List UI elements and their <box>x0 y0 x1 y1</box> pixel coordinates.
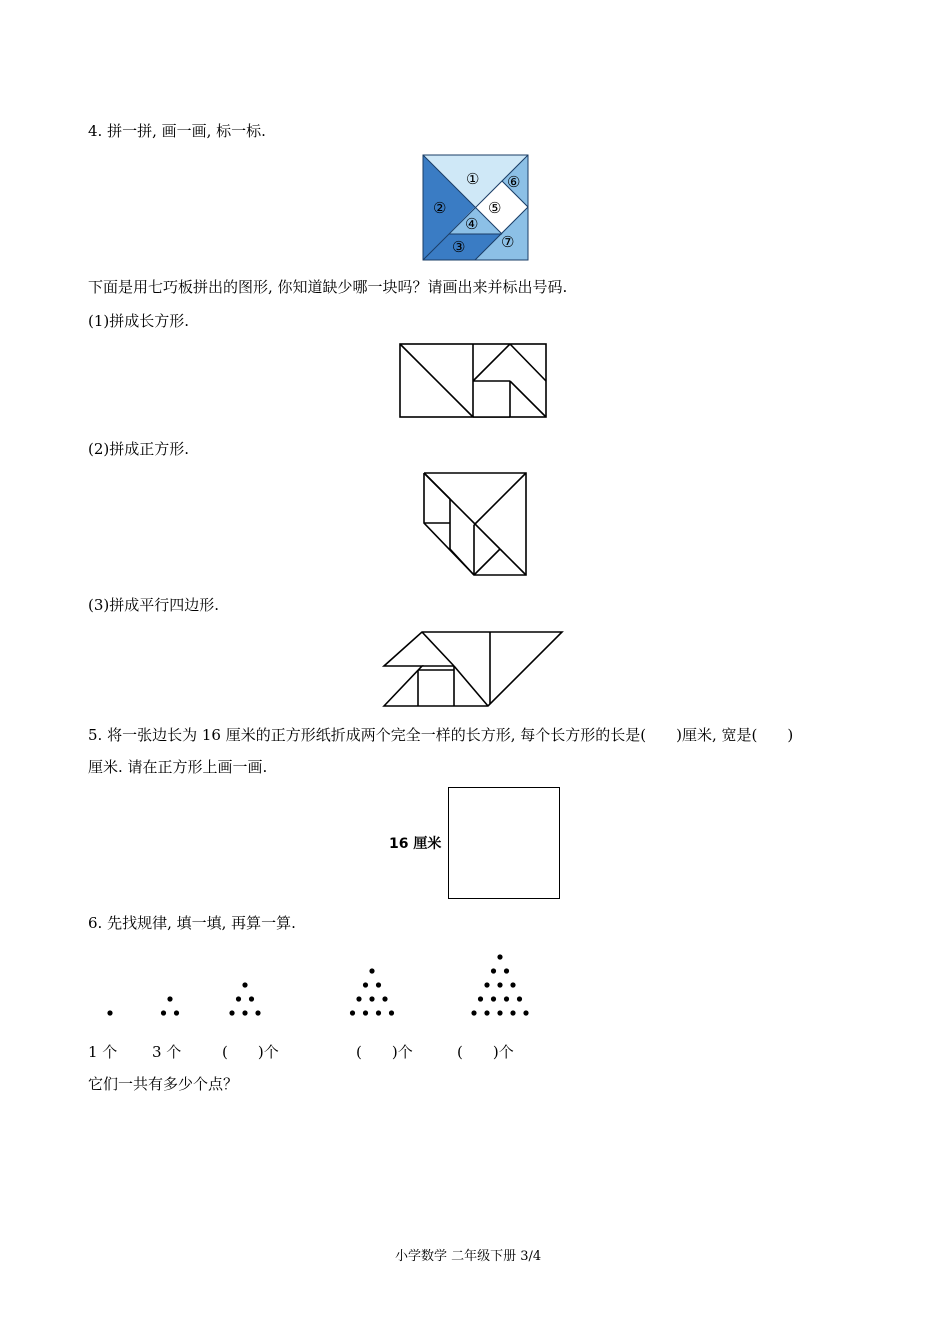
dot <box>491 996 496 1001</box>
dot <box>363 1010 368 1015</box>
tangram-label-2: ② <box>433 199 447 217</box>
tangram-label-3: ③ <box>452 238 466 256</box>
square-side-label: 16 厘米 <box>389 836 442 852</box>
dot <box>491 968 496 973</box>
q6-count-4[interactable]: ( )个 <box>356 1043 413 1061</box>
square-paper <box>448 787 560 899</box>
dot <box>369 996 374 1001</box>
dot-triangle-5 <box>471 954 528 1015</box>
dot-triangles <box>100 950 540 1025</box>
tangram-label-5: ⑤ <box>488 199 502 217</box>
dot-triangle-1 <box>107 1010 112 1015</box>
dot <box>236 996 241 1001</box>
dot <box>376 982 381 987</box>
tangram-label-4: ④ <box>465 215 479 233</box>
dot <box>174 1010 179 1015</box>
dot <box>471 1010 476 1015</box>
q4-sub1: (1)拼成长方形. <box>88 312 190 330</box>
square-figure <box>422 471 528 577</box>
tangram-label-7: ⑦ <box>501 233 515 251</box>
tangram-figure <box>423 155 528 260</box>
dot <box>350 1010 355 1015</box>
dot <box>382 996 387 1001</box>
dot <box>484 1010 489 1015</box>
parallelogram-figure <box>382 630 566 708</box>
q4-sub3: (3)拼成平行四边形. <box>88 596 220 614</box>
rectangle-figure <box>400 344 548 419</box>
dot <box>242 982 247 987</box>
q6-count-2: 3 个 <box>152 1043 182 1061</box>
dot <box>504 968 509 973</box>
q5-line1: 5. 将一张边长为 16 厘米的正方形纸折成两个完全一样的长方形, 每个长方形的长是( )厘米, 宽是( ) <box>88 726 794 744</box>
dot <box>242 1010 247 1015</box>
dot <box>167 996 172 1001</box>
tangram-label-1: ① <box>466 170 480 188</box>
dot <box>517 996 522 1001</box>
dot <box>255 1010 260 1015</box>
dot <box>356 996 361 1001</box>
dot <box>107 1010 112 1015</box>
dot <box>376 1010 381 1015</box>
dot <box>484 982 489 987</box>
q5-line2: 厘米. 请在正方形上画一画. <box>88 758 268 776</box>
dot-triangle-4 <box>350 968 394 1015</box>
q4-intro: 下面是用七巧板拼出的图形, 你知道缺少哪一块吗？请画出来并标出号码. <box>88 278 568 296</box>
dot <box>497 1010 502 1015</box>
dot <box>478 996 483 1001</box>
q4-sub2: (2)拼成正方形. <box>88 440 190 458</box>
q6-title: 6. 先找规律, 填一填, 再算一算. <box>88 914 296 932</box>
q6-count-5[interactable]: ( )个 <box>457 1043 514 1061</box>
dot <box>161 1010 166 1015</box>
dot-triangle-3 <box>229 982 260 1015</box>
dot <box>523 1010 528 1015</box>
dot <box>369 968 374 973</box>
q4-title: 4. 拼一拼, 画一画, 标一标. <box>88 122 266 140</box>
dot <box>249 996 254 1001</box>
dot <box>497 954 502 959</box>
page-footer: 小学数学 二年级下册 3/4 <box>395 1249 542 1264</box>
dot <box>363 982 368 987</box>
dot <box>504 996 509 1001</box>
dot <box>497 982 502 987</box>
dot <box>229 1010 234 1015</box>
q6-count-1: 1 个 <box>88 1043 118 1061</box>
tangram-label-6: ⑥ <box>507 173 521 191</box>
dot <box>510 982 515 987</box>
q6-count-3[interactable]: ( )个 <box>222 1043 279 1061</box>
dot <box>389 1010 394 1015</box>
dot <box>510 1010 515 1015</box>
dot-triangle-2 <box>161 996 179 1015</box>
q6-question: 它们一共有多少个点？ <box>88 1075 239 1093</box>
